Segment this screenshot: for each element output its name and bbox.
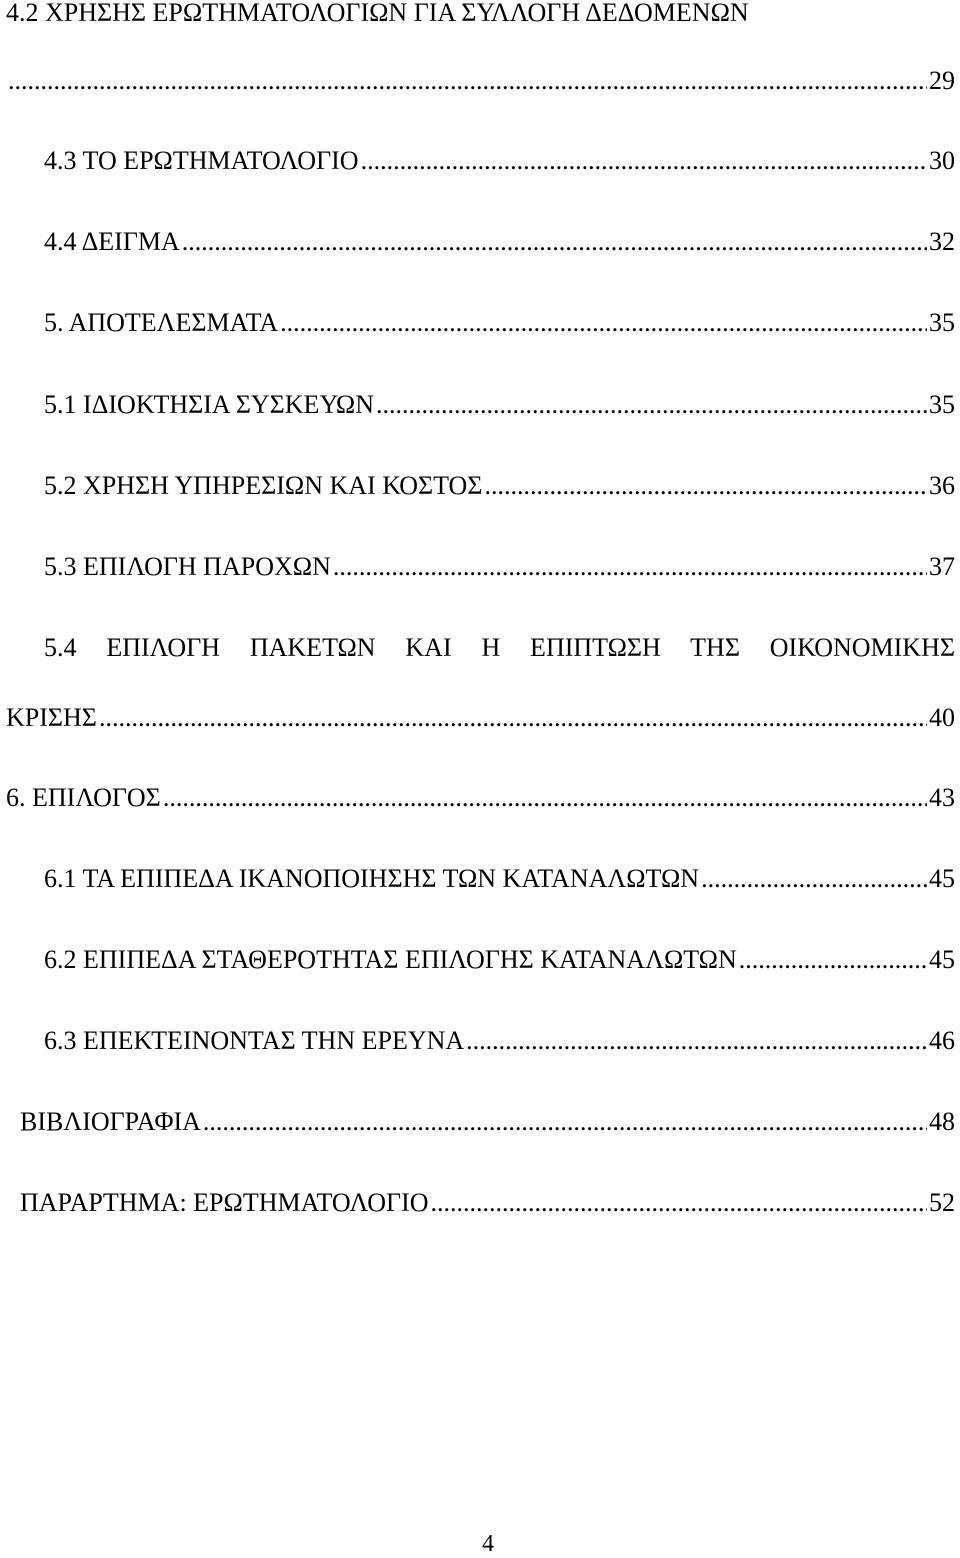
toc-entry-5-4-second-line[interactable] xyxy=(6,703,955,733)
toc-entry-5-4-first-line: 5.4 ΕΠΙΛΟΓΗ ΠΑΚΕΤΩΝ ΚΑΙ Η ΕΠΙΠΤΩΣΗ ΤΗΣ ΟΙΚΟΝΟΜΙΚΗΣ xyxy=(44,633,955,662)
toc-page-number: 43 xyxy=(929,783,955,812)
toc-entry-label: 4.3 ΤΟ ΕΡΩΤΗΜΑΤΟΛΟΓΙΟ xyxy=(44,146,359,175)
toc-entry-4-2-leader xyxy=(6,66,955,96)
toc-page-number: 45 xyxy=(929,864,955,893)
toc-entry[interactable] xyxy=(44,390,955,420)
toc-entry[interactable] xyxy=(44,945,955,975)
toc-entry-label: 6.2 ΕΠΙΠΕΔΑ ΣΤΑΘΕΡΟΤΗΤΑΣ ΕΠΙΛΟΓΗΣ ΚΑΤΑΝΑΛΩΤΩΝ xyxy=(44,945,737,974)
toc-page-number: 45 xyxy=(929,945,955,974)
toc-entry[interactable] xyxy=(44,227,955,257)
toc-entry-label: ΠΑΡΑΡΤΗΜΑ: ΕΡΩΤΗΜΑΤΟΛΟΓΙΟ xyxy=(20,1188,429,1217)
dot-leader xyxy=(280,308,927,338)
dot-leader xyxy=(484,471,927,501)
toc-entry[interactable] xyxy=(44,1026,955,1056)
toc-entry[interactable] xyxy=(44,308,955,338)
toc-page-number: 40 xyxy=(929,703,955,732)
toc-entry[interactable] xyxy=(44,552,955,582)
toc-entry[interactable] xyxy=(44,864,955,894)
dot-leader xyxy=(701,864,927,894)
toc-page-number: 37 xyxy=(929,552,955,581)
dot-leader xyxy=(182,227,927,257)
toc-entry-label: 6.3 ΕΠΕΚΤΕΙΝΟΝΤΑΣ ΤΗΝ ΕΡΕΥΝΑ xyxy=(44,1026,465,1055)
toc-page-number: 30 xyxy=(929,146,955,175)
dot-leader xyxy=(431,1188,928,1218)
toc-page-number: 35 xyxy=(929,390,955,419)
dot-leader xyxy=(376,390,927,420)
dot-leader xyxy=(466,1026,927,1056)
toc-page-number: 46 xyxy=(929,1026,955,1055)
dot-leader xyxy=(99,703,927,733)
toc-entry-label: 5.3 ΕΠΙΛΟΓΗ ΠΑΡΟΧΩΝ xyxy=(44,552,331,581)
dot-leader xyxy=(8,66,927,96)
toc-entry[interactable] xyxy=(6,783,955,813)
toc-entry-label: 5.1 ΙΔΙΟΚΤΗΣΙΑ ΣΥΣΚΕΥΩΝ xyxy=(44,390,375,419)
dot-leader xyxy=(333,552,927,582)
dot-leader xyxy=(203,1107,927,1137)
dot-leader xyxy=(163,783,927,813)
toc-entry-label: 5.2 ΧΡΗΣΗ ΥΠΗΡΕΣΙΩΝ ΚΑΙ ΚΟΣΤΟΣ xyxy=(44,471,483,500)
toc-entry-label: 5. ΑΠΟΤΕΛΕΣΜΑΤΑ xyxy=(44,308,279,337)
toc-entry-label: 6. ΕΠΙΛΟΓΟΣ xyxy=(6,783,161,812)
toc-page-number: 35 xyxy=(929,308,955,337)
toc-entry-label: ΒΙΒΛΙΟΓΡΑΦΙΑ xyxy=(20,1107,201,1136)
toc-entry[interactable] xyxy=(20,1188,955,1218)
toc-page-number: 52 xyxy=(929,1188,955,1217)
toc-entry-label: ΚΡΙΣΗΣ xyxy=(6,703,97,732)
dot-leader xyxy=(361,146,927,176)
toc-page-number: 32 xyxy=(929,227,955,256)
toc-page-number: 29 xyxy=(929,66,955,95)
toc-entry[interactable] xyxy=(44,471,955,501)
toc-entry-4-2-title: 4.2 ΧΡΗΣΗΣ ΕΡΩΤΗΜΑΤΟΛΟΓΙΩΝ ΓΙΑ ΣΥΛΛΟΓΗ ΔΕΔΟΜΕΝΩΝ xyxy=(6,0,749,27)
toc-page-number: 36 xyxy=(929,471,955,500)
page-number: 4 xyxy=(482,1531,494,1557)
toc-entry[interactable] xyxy=(44,146,955,176)
dot-leader xyxy=(739,945,927,975)
toc-page-number: 48 xyxy=(929,1107,955,1136)
toc-entry-label: 6.1 ΤΑ ΕΠΙΠΕΔΑ ΙΚΑΝΟΠΟΙΗΣΗΣ ΤΩΝ ΚΑΤΑΝΑΛΩΤΩΝ xyxy=(44,864,700,893)
toc-entry[interactable] xyxy=(20,1107,955,1137)
toc-entry-label: 4.4 ΔΕΙΓΜΑ xyxy=(44,227,180,256)
